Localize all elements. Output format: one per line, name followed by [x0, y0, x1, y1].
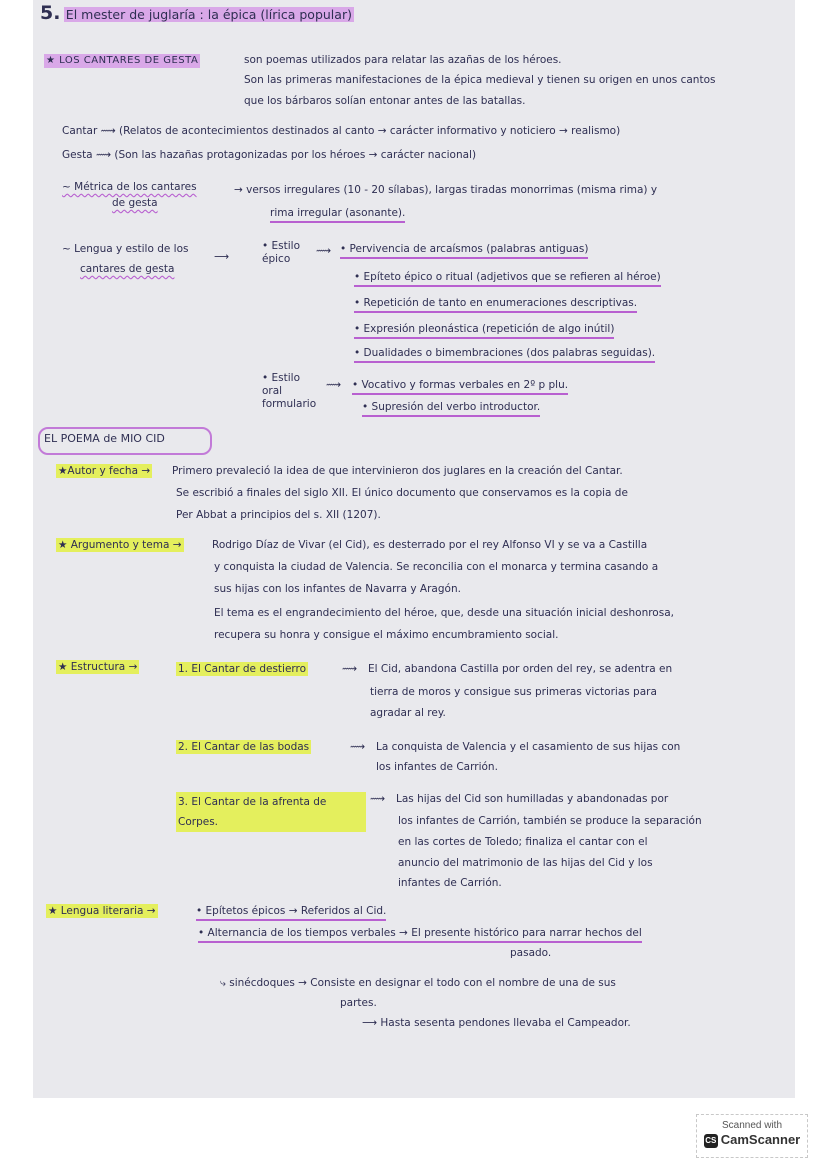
sinecdoque-line-2: partes. — [340, 997, 377, 1009]
gesta-definition: Gesta ⟿ (Son las hazañas protagonizadas por los héroes → carácter nacional) — [62, 149, 477, 161]
parte-3-arrow: ⟿ — [370, 793, 386, 805]
parte-3-line-4: anuncio del matrimonio de las hijas del Cid y los — [398, 857, 653, 869]
epico-wavy-arrow: ⟿ — [316, 245, 332, 257]
parte-3-line-5: infantes de Carrión. — [398, 877, 502, 889]
parte-1-line-3: agradar al rey. — [370, 707, 446, 719]
page-heading — [40, 2, 354, 24]
parte-3-line-2: los infantes de Carrión, también se produce la separación — [398, 815, 702, 827]
argumento-line-4: El tema es el engrandecimiento del héroe, que, desde una situación inicial deshonrosa, — [214, 607, 674, 619]
camscanner-brand — [697, 1132, 807, 1148]
lengua-literaria-label: ★ Lengua literaria → — [48, 905, 156, 917]
autor-line-1: Primero prevaleció la idea de que intervinieron dos juglares en la creación del Cantar. — [172, 465, 623, 477]
argumento-line-3: sus hijas con los infantes de Navarra y Aragón. — [214, 583, 461, 595]
cantares-def-1: son poemas utilizados para relatar las azañas de los héroes. — [244, 54, 562, 66]
autor-line-2: Se escribió a finales del siglo XII. El único documento que conservamos es la copia de — [176, 487, 628, 499]
autor-label: ★Autor y fecha → — [58, 465, 151, 477]
cantares-def-3: que los bárbaros solían entonar antes de las batallas. — [244, 95, 526, 107]
cantares-label: ★ LOS CANTARES DE GESTA — [46, 55, 199, 66]
argumento-line-2: y conquista la ciudad de Valencia. Se reconcilia con el monarca y termina casando a — [214, 561, 659, 573]
mio-cid-title: EL POEMA de MIO CID — [44, 432, 165, 445]
camscanner-logo-icon: CS — [704, 1134, 718, 1148]
oral-item-2: • Supresión del verbo introductor. — [362, 400, 540, 417]
epico-item-4: • Expresión pleonástica (repetición de algo inútil) — [354, 322, 614, 339]
camscanner-name: CamScanner — [720, 1132, 801, 1147]
sinecdoque-example: ⟶ Hasta sesenta pendones llevaba el Campeador. — [362, 1017, 631, 1029]
lengua-item-2b: pasado. — [510, 947, 552, 959]
parte-1-arrow: ⟿ — [342, 663, 358, 675]
metrica-text-1: → versos irregulares (10 - 20 sílabas), largas tiradas monorrimas (misma rima) y — [234, 184, 658, 196]
parte-3-line-3: en las cortes de Toledo; finaliza el cantar con el — [398, 836, 648, 848]
parte-3-title: 3. El Cantar de la afrenta de Corpes. — [176, 792, 366, 832]
section-title: El mester de juglaría : la épica (lírica popular) — [65, 7, 352, 22]
parte-2-arrow: ⟿ — [350, 741, 366, 753]
parte-3-line-1: Las hijas del Cid son humilladas y abandonadas por — [396, 793, 669, 805]
scanned-with-text: Scanned with — [721, 1120, 783, 1131]
parte-1-line-2: tierra de moros y consigue sus primeras victorias para — [370, 686, 657, 698]
metrica-label-2: de gesta — [112, 197, 158, 209]
lengua-item-2: • Alternancia de los tiempos verbales → El presente histórico para narrar hechos del — [198, 926, 642, 943]
lengua-arrow: ⟶ — [214, 251, 230, 263]
epico-item-2: • Epíteto épico o ritual (adjetivos que se refieren al héroe) — [354, 270, 661, 287]
section-number: 5. — [40, 2, 61, 24]
sinecdoque-line-1: ⤷ sinécdoques → Consiste en designar el todo con el nombre de una de sus — [220, 977, 616, 989]
parte-2-line-2: los infantes de Carrión. — [376, 761, 498, 773]
lengua-label-2: cantares de gesta — [80, 263, 175, 275]
estilo-epico-label: • Estilo épico — [262, 240, 301, 265]
parte-1-title: 1. El Cantar de destierro — [178, 663, 307, 675]
epico-item-1: • Pervivencia de arcaísmos (palabras antiguas) — [340, 242, 588, 259]
parte-2-title: 2. El Cantar de las bodas — [178, 741, 310, 753]
argumento-label: ★ Argumento y tema → — [58, 539, 182, 551]
estilo-oral-label: • Estilo oral formulario — [262, 372, 317, 410]
parte-1-line-1: El Cid, abandona Castilla por orden del rey, se adentra en — [368, 663, 673, 675]
lengua-label-1: ~ Lengua y estilo de los — [62, 243, 189, 255]
estructura-label: ★ Estructura → — [58, 661, 138, 673]
cantar-definition: Cantar ⟿ (Relatos de acontecimientos destinados al canto → carácter informativo y noticiero → realismo) — [62, 125, 621, 137]
autor-line-3: Per Abbat a principios del s. XII (1207). — [176, 509, 381, 521]
oral-item-1: • Vocativo y formas verbales en 2º p plu. — [352, 378, 568, 395]
argumento-line-5: recupera su honra y consigue el máximo encumbramiento social. — [214, 629, 559, 641]
camscanner-badge — [696, 1114, 808, 1158]
epico-item-3: • Repetición de tanto en enumeraciones descriptivas. — [354, 296, 637, 313]
cantares-def-2: Son las primeras manifestaciones de la épica medieval y tienen su origen en unos cantos — [244, 74, 716, 86]
parte-2-line-1: La conquista de Valencia y el casamiento de sus hijas con — [376, 741, 681, 753]
metrica-label-1: ~ Métrica de los cantares — [62, 181, 197, 193]
lengua-item-1: • Epítetos épicos → Referidos al Cid. — [196, 904, 386, 921]
epico-item-5: • Dualidades o bimembraciones (dos palabras seguidas). — [354, 346, 655, 363]
oral-wavy-arrow: ⟿ — [326, 379, 342, 391]
metrica-text-2: rima irregular (asonante). — [270, 206, 405, 223]
argumento-line-1: Rodrigo Díaz de Vivar (el Cid), es desterrado por el rey Alfonso VI y se va a Castilla — [212, 539, 648, 551]
